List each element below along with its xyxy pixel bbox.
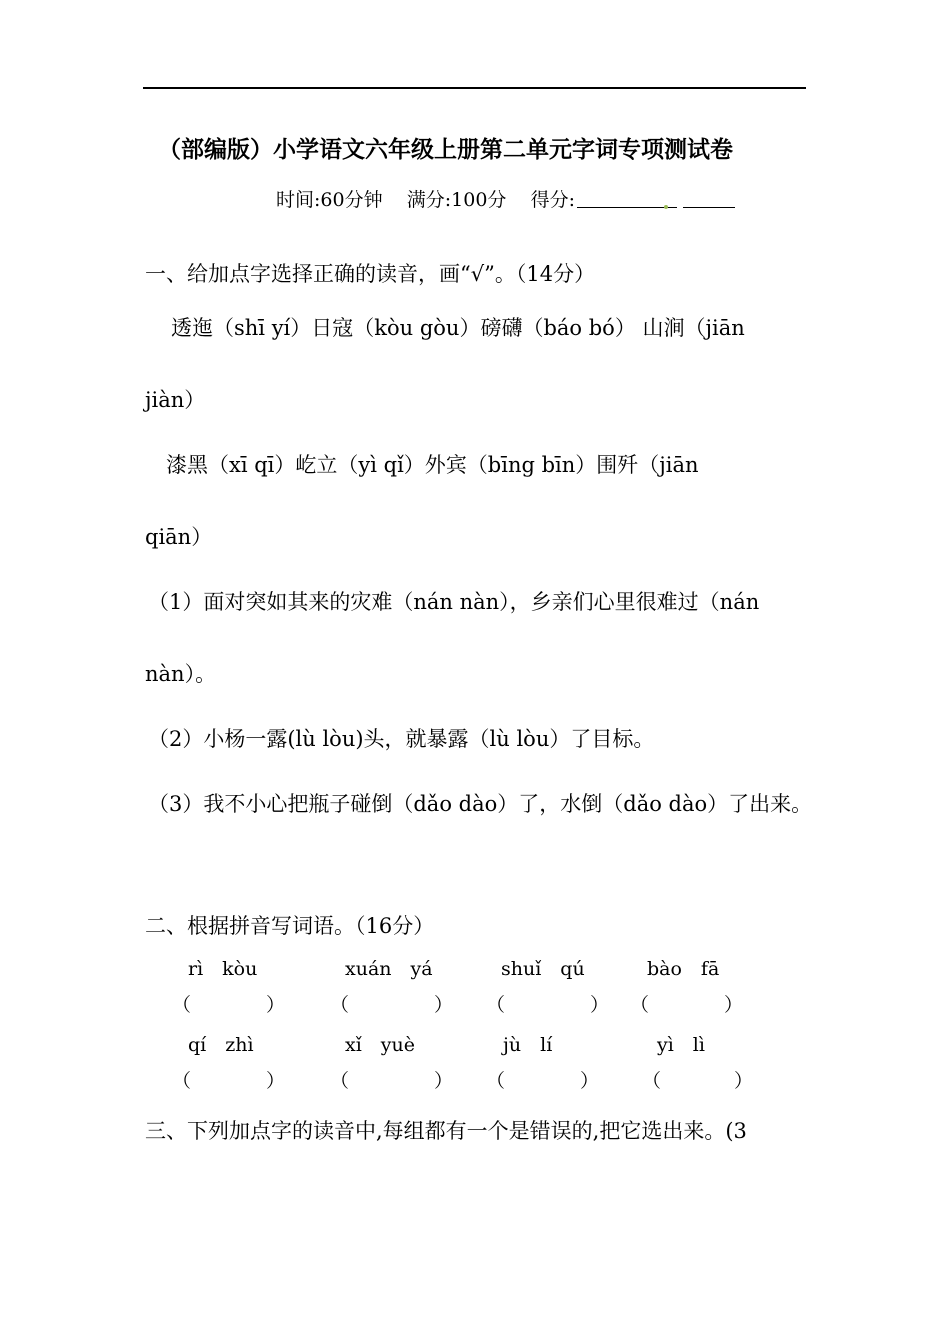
paren-open: （ xyxy=(330,1070,350,1092)
exam-meta xyxy=(276,187,735,213)
paren-close: ） xyxy=(734,1070,754,1092)
score-label: 得分: xyxy=(530,189,576,211)
section1-line1: 透迤（shī yí）日寇（kòu gòu）磅礴（báo bó） 山涧（jiān xyxy=(171,316,745,340)
paren-open: （ xyxy=(486,1070,506,1092)
section1-heading: 一、给加点字选择正确的读音，画“√”。（14分） xyxy=(145,262,596,286)
page-title: （部编版）小学语文六年级上册第二单元字词专项测试卷 xyxy=(158,136,733,163)
paren-close: ） xyxy=(266,1070,286,1092)
pinyin-item: shuǐ qú xyxy=(501,958,585,980)
pinyin-item: yì lì xyxy=(657,1034,705,1056)
paren-close: ） xyxy=(580,1070,600,1092)
full-score-label: 满分:100分 xyxy=(406,189,507,211)
section1-line2: 漆黑（xī qī）屹立（yì qǐ）外宾（bīng bīn）围歼（jiān xyxy=(166,453,699,477)
pinyin-item: xǐ yuè xyxy=(345,1034,416,1056)
paren-open: （ xyxy=(172,994,192,1016)
pinyin-item: bào fā xyxy=(647,958,720,980)
pinyin-item: qí zhì xyxy=(188,1034,254,1056)
paren-close: ） xyxy=(590,994,610,1016)
paren-open: （ xyxy=(172,1070,192,1092)
paren-close: ） xyxy=(434,1070,454,1092)
section3-heading: 三、下列加点字的读音中,每组都有一个是错误的,把它选出来。(3 xyxy=(145,1119,747,1143)
section2-heading: 二、根据拼音写词语。（16分） xyxy=(145,914,435,938)
paren-open: （ xyxy=(330,994,350,1016)
section1-line1-cont: jiàn） xyxy=(145,388,206,412)
paren-close: ） xyxy=(724,994,744,1016)
paren-close: ） xyxy=(434,994,454,1016)
section1-q3: （3）我不小心把瓶子碰倒（dǎo dào）了，水倒（dǎo dào）了出来。 xyxy=(148,792,813,816)
top-rule xyxy=(143,87,806,89)
paren-open: （ xyxy=(642,1070,662,1092)
pinyin-item: rì kòu xyxy=(188,958,258,980)
paren-close: ） xyxy=(266,994,286,1016)
paren-open: （ xyxy=(486,994,506,1016)
section1-q1: （1）面对突如其来的灾难（nán nàn），乡亲们心里很难过（nán xyxy=(148,590,760,614)
section1-line2-cont: qiān） xyxy=(145,525,213,549)
score-blank[interactable] xyxy=(577,193,677,208)
section1-q2: （2）小杨一露(lù lòu)头，就暴露（lù lòu）了目标。 xyxy=(148,727,655,751)
score-blank-2[interactable] xyxy=(683,193,735,208)
time-label: 时间:60分钟 xyxy=(276,189,383,211)
section1-q1-cont: nàn）。 xyxy=(145,662,217,686)
pinyin-item: xuán yá xyxy=(345,958,433,980)
paren-open: （ xyxy=(630,994,650,1016)
pinyin-item: jù lí xyxy=(503,1034,553,1056)
